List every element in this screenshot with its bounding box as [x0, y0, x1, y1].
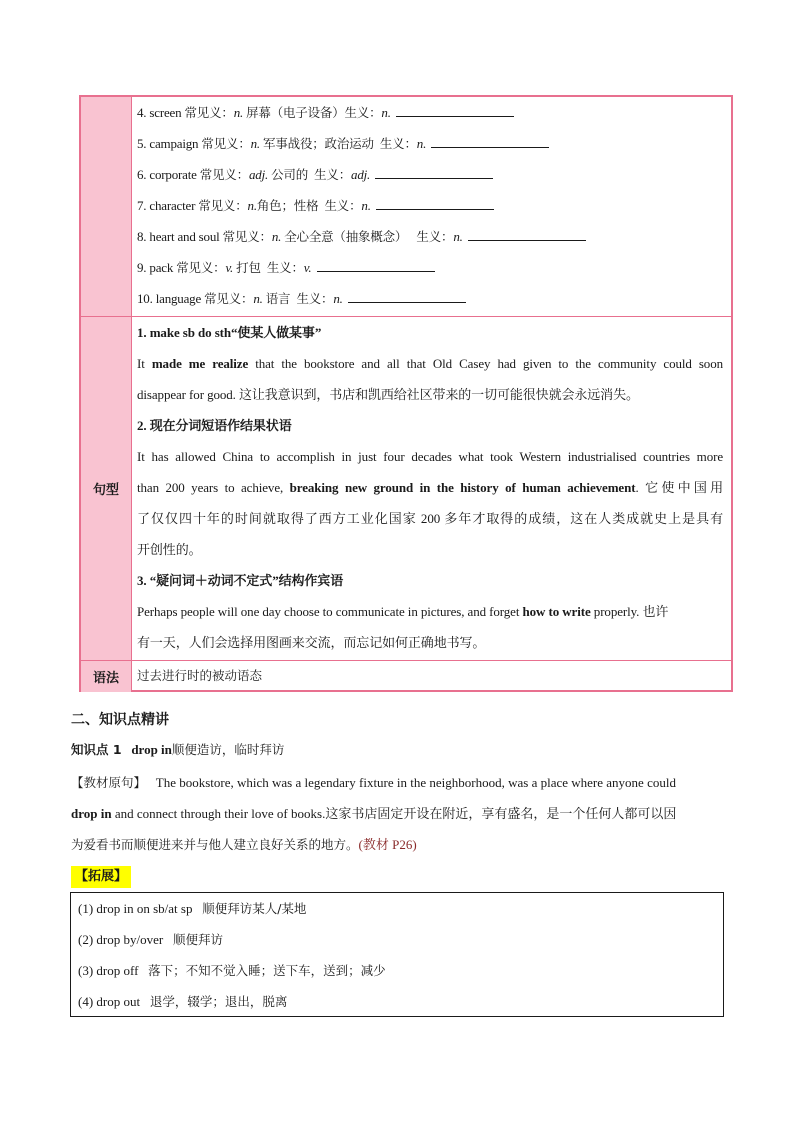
- source-reference: (教材 P26): [358, 837, 417, 852]
- vocab-item: 4. screen 常见义：n. 屏幕（电子设备）生义：n.: [137, 97, 731, 128]
- pattern-example-2-cont: 开创性的。: [137, 542, 202, 557]
- answer-blank[interactable]: [396, 104, 514, 117]
- textbook-original-sentence: 【教材原句】 The bookstore, which was a legendary fixture in the neighborhood, was a place where anyone could drop in and connect through their love of books.这家书店固定开设在附近，享有盛名，是一个任何人都可以因 为爱看书而顺便进来并与他人建立良好关系的地方。(教材 P26): [71, 775, 677, 852]
- extension-item: (2) drop by/over 顺便拜访: [78, 932, 223, 947]
- pattern-example-3-cont: 有一天，人们会选择用图画来交流，而忘记如何正确地书写。: [137, 635, 486, 650]
- vocab-item: 9. pack 常见义：v. 打包 生义：v.: [137, 252, 731, 283]
- pattern-example-2-cont: than 200 years to achieve, breaking new ground in the history of human achievement. 它使中国用: [137, 480, 723, 495]
- section-title: 二、知识点精讲: [71, 712, 169, 728]
- vocab-row-label: [81, 97, 132, 316]
- vocab-sentence-table: [79, 95, 733, 692]
- answer-blank[interactable]: [376, 197, 494, 210]
- sentence-pattern-row: [81, 317, 731, 661]
- extension-box: [70, 892, 724, 1017]
- pattern-heading-3: 3. “疑问词＋动词不定式”结构作宾语: [137, 573, 344, 588]
- pattern-example-3: Perhaps people will one day choose to communicate in pictures, and forget how to write properly. 也许: [137, 604, 669, 619]
- vocab-item: 6. corporate 常见义：adj. 公司的 生义：adj.: [137, 159, 731, 190]
- pattern-example-2: It has allowed China to accomplish in just four decades what took Western industrialised countries more: [137, 449, 723, 464]
- vocab-item: 10. language 常见义：n. 语言 生义：n.: [137, 283, 731, 314]
- answer-blank[interactable]: [317, 259, 435, 272]
- extension-label: 【拓展】: [71, 866, 131, 888]
- extension-item: (1) drop in on sb/at sp 顺便拜访某人/某地: [78, 901, 307, 916]
- grammar-row: [81, 661, 731, 692]
- sentence-pattern-label: 句型: [81, 317, 132, 660]
- extension-item: (4) drop out 退学，辍学；退出，脱离: [78, 994, 288, 1009]
- extension-item: (3) drop off 落下；不知不觉入睡；送下车，送到；减少: [78, 963, 386, 978]
- vocab-item: 5. campaign 常见义：n. 军事战役；政治运动 生义：n.: [137, 128, 731, 159]
- sentence-pattern-content: [132, 317, 731, 660]
- answer-blank[interactable]: [375, 166, 493, 179]
- answer-blank[interactable]: [468, 228, 586, 241]
- vocab-item: 8. heart and soul 常见义：n. 全心全意（抽象概念） 生义：n.: [137, 221, 731, 252]
- vocab-item: 7. character 常见义：n.角色；性格 生义：n.: [137, 190, 731, 221]
- vocab-list: [132, 97, 731, 316]
- grammar-label: 语法: [81, 661, 132, 692]
- pattern-heading-1: 1. make sb do sth“使某人做某事”: [137, 325, 322, 340]
- pattern-heading-2: 2. 现在分词短语作结果状语: [137, 418, 292, 433]
- knowledge-point-title: 知识点 1 drop in顺便造访，临时拜访: [71, 742, 285, 757]
- answer-blank[interactable]: [348, 290, 466, 303]
- answer-blank[interactable]: [431, 135, 549, 148]
- pattern-example-1-cont: disappear for good. 这让我意识到，书店和凯西给社区带来的一切可能很快就会永远消失。: [137, 387, 639, 402]
- pattern-example-2-cont: 了仅仅四十年的时间就取得了西方工业化国家 200 多年才取得的成绩，这在人类成就史上是具有: [137, 511, 723, 526]
- pattern-example-1: It made me realize that the bookstore and all that Old Casey had given to the community could soon: [137, 356, 724, 371]
- vocab-row: [81, 97, 731, 317]
- grammar-text: 过去进行时的被动语态: [137, 668, 263, 683]
